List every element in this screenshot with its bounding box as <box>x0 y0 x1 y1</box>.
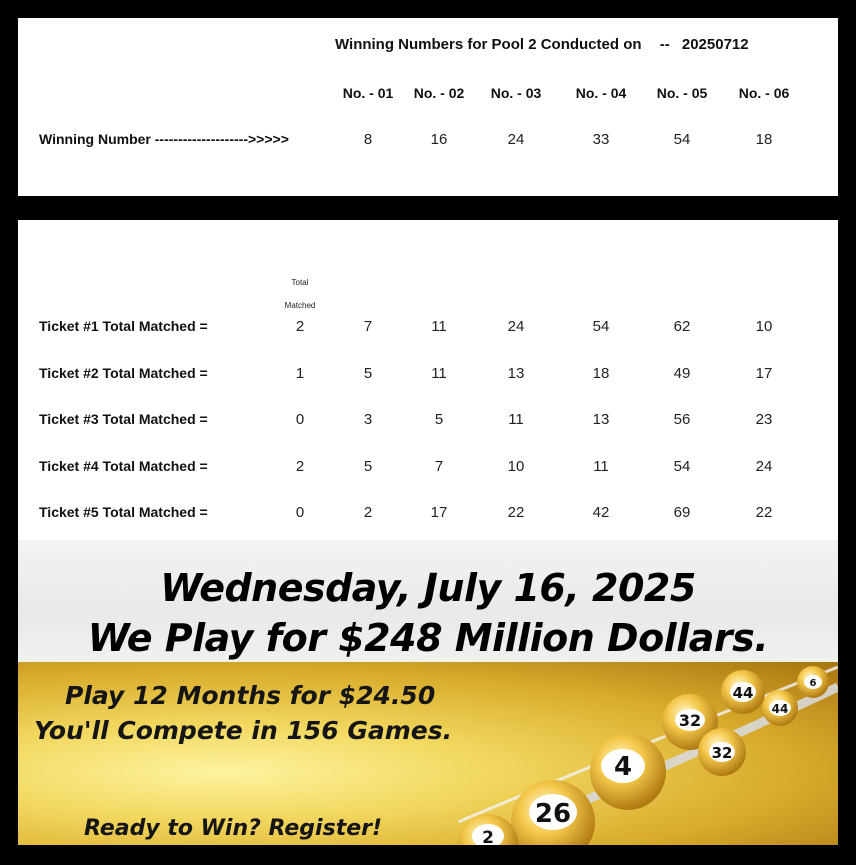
ticket-number: 17 <box>755 365 773 382</box>
lottery-ball <box>590 734 666 810</box>
ticket-number: 2 <box>363 504 373 521</box>
matched-header-top: Total <box>291 278 309 287</box>
winning-row-label: Winning Number -------------------->>>>> <box>39 131 289 147</box>
column-header: No. - 05 <box>656 85 708 101</box>
ball-number: 6 <box>809 678 817 689</box>
ticket-number: 62 <box>673 318 691 335</box>
ticket-number: 23 <box>755 411 773 428</box>
ticket-number: 24 <box>507 318 525 335</box>
ticket-matched-count: 1 <box>295 365 305 382</box>
ticket-number: 7 <box>434 458 444 475</box>
column-header: No. - 03 <box>490 85 542 101</box>
ticket-number: 5 <box>434 411 444 428</box>
winning-numbers-panel <box>18 18 838 196</box>
winning-number: 54 <box>673 131 691 148</box>
ticket-row-label: Ticket #4 Total Matched = <box>39 458 208 474</box>
lottery-ball <box>698 728 746 776</box>
matched-header-bottom: Matched <box>284 301 316 310</box>
winning-number: 8 <box>363 131 373 148</box>
column-header: No. - 04 <box>575 85 627 101</box>
ticket-number: 11 <box>508 411 524 428</box>
headline-prize: We Play for $248 Million Dollars. <box>87 616 769 660</box>
lottery-balls-image <box>458 662 838 845</box>
ticket-number: 22 <box>755 504 773 521</box>
winning-title <box>335 36 749 53</box>
headline-date: Wednesday, July 16, 2025 <box>160 566 696 610</box>
ticket-number: 10 <box>755 318 773 335</box>
ticket-row-label: Ticket #5 Total Matched = <box>39 504 208 520</box>
ticket-number: 3 <box>363 411 373 428</box>
winning-number: 18 <box>755 131 773 148</box>
ticket-number: 56 <box>673 411 691 428</box>
ball-number: 44 <box>732 684 754 702</box>
promo-price-text: Play 12 Months for $24.50 <box>65 681 436 710</box>
ball-number: 32 <box>711 744 733 762</box>
ticket-row-label: Ticket #1 Total Matched = <box>39 318 208 334</box>
ticket-row-label: Ticket #3 Total Matched = <box>39 411 208 427</box>
ticket-number: 54 <box>592 318 610 335</box>
ticket-matched-count: 2 <box>295 318 305 335</box>
ticket-matched-count: 0 <box>295 504 305 521</box>
winning-number: 33 <box>592 131 610 148</box>
promo-banner[interactable] <box>18 540 838 845</box>
ticket-number: 11 <box>431 318 447 335</box>
promo-games-text: You'll Compete in 156 Games. <box>34 716 453 745</box>
ball-number: 26 <box>534 799 572 829</box>
ticket-number: 54 <box>673 458 691 475</box>
ticket-number: 24 <box>755 458 773 475</box>
register-link[interactable]: Ready to Win? Register! <box>84 816 383 841</box>
lottery-ball <box>762 690 798 726</box>
ticket-number: 18 <box>592 365 610 382</box>
ball-number: 44 <box>771 702 789 716</box>
winning-number: 24 <box>507 131 525 148</box>
ball-number: 2 <box>482 828 494 845</box>
lottery-ball <box>511 780 595 845</box>
ticket-number: 10 <box>507 458 525 475</box>
winning-number: 16 <box>430 131 448 148</box>
ticket-number: 69 <box>673 504 691 521</box>
column-header: No. - 06 <box>738 85 790 101</box>
ticket-number: 49 <box>673 365 691 382</box>
column-header: No. - 01 <box>342 85 394 101</box>
ticket-number: 7 <box>363 318 373 335</box>
title-separator: -- <box>659 36 670 53</box>
ticket-number: 13 <box>507 365 525 382</box>
ticket-matched-count: 0 <box>295 411 305 428</box>
ticket-number: 5 <box>363 458 373 475</box>
ball-number: 32 <box>678 711 702 730</box>
lottery-ball <box>797 666 829 698</box>
ticket-row-label: Ticket #2 Total Matched = <box>39 365 208 381</box>
ticket-number: 5 <box>363 365 373 382</box>
lottery-ball <box>721 670 765 714</box>
winning-title-text: Winning Numbers for Pool 2 Conducted on <box>335 36 642 53</box>
draw-code: 20250712 <box>681 36 749 53</box>
ticket-number: 11 <box>593 458 609 475</box>
ticket-matched-count: 2 <box>295 458 305 475</box>
ticket-number: 22 <box>507 504 525 521</box>
ticket-number: 11 <box>431 365 447 382</box>
ticket-number: 13 <box>592 411 610 428</box>
ball-number: 4 <box>613 752 633 782</box>
column-header: No. - 02 <box>413 85 465 101</box>
tickets-panel <box>18 220 838 540</box>
ticket-number: 42 <box>592 504 610 521</box>
ticket-number: 17 <box>430 504 448 521</box>
